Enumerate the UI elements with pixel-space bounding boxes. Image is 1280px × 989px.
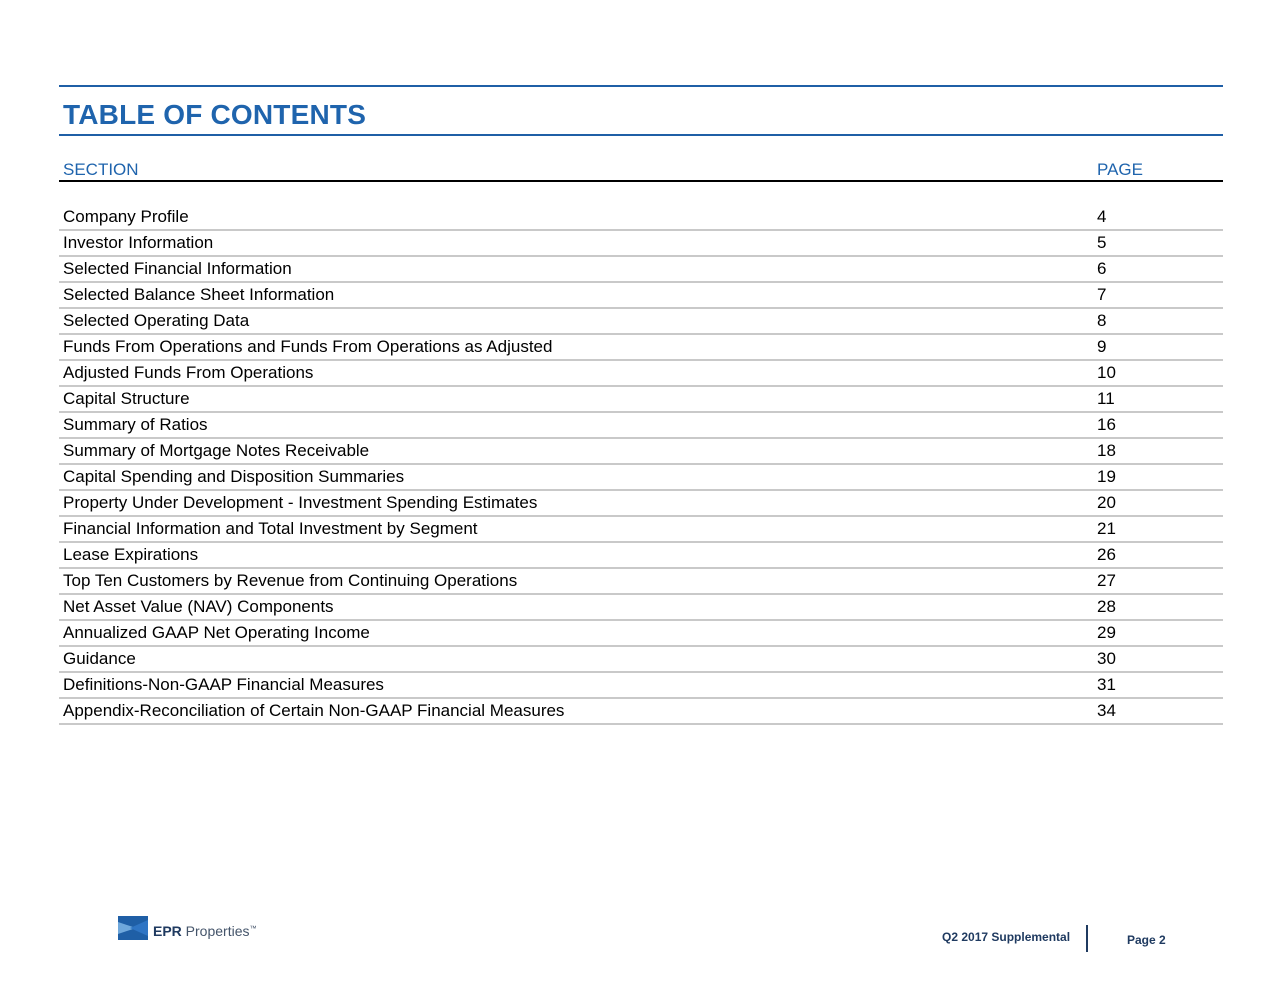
logo-trademark: ™ [249, 925, 257, 933]
toc-row-label: Appendix-Reconciliation of Certain Non-GAAP Financial Measures [63, 701, 565, 720]
toc-row-page: 16 [1097, 415, 1116, 434]
toc-row-page: 21 [1097, 519, 1116, 538]
toc-row-page: 11 [1097, 389, 1115, 408]
toc-row [59, 491, 1223, 517]
toc-row-page: 5 [1097, 233, 1107, 252]
toc-row-label: Top Ten Customers by Revenue from Continuing Operations [63, 571, 518, 590]
toc-row-label: Funds From Operations and Funds From Operations as Adjusted [63, 337, 553, 356]
toc-row [59, 413, 1223, 439]
toc-row [59, 231, 1223, 257]
toc-row [59, 465, 1223, 491]
title-rule [59, 134, 1223, 136]
toc-row [59, 283, 1223, 309]
toc-row-label: Definitions-Non-GAAP Financial Measures [63, 675, 384, 694]
toc-row-label: Company Profile [63, 207, 189, 226]
toc-row-page: 29 [1097, 623, 1116, 642]
toc-row-label: Selected Financial Information [63, 259, 292, 278]
toc-row [59, 361, 1223, 387]
toc-row-page: 27 [1097, 571, 1116, 590]
toc-row-page: 18 [1097, 441, 1116, 460]
toc-row-page: 19 [1097, 467, 1116, 486]
toc-row-page: 34 [1097, 701, 1116, 720]
page-column-header: PAGE [1097, 160, 1143, 179]
toc-row [59, 387, 1223, 413]
toc-row [59, 569, 1223, 595]
toc-row-label: Summary of Ratios [63, 415, 208, 434]
toc-row-label: Summary of Mortgage Notes Receivable [63, 441, 370, 460]
toc-row-label: Annualized GAAP Net Operating Income [63, 623, 370, 642]
footer-page-number: Page 2 [1127, 933, 1166, 947]
toc-row [59, 335, 1223, 361]
toc-row-label: Capital Spending and Disposition Summaries [63, 467, 405, 486]
toc-row [59, 439, 1223, 465]
toc-row-page: 28 [1097, 597, 1116, 616]
toc-row [59, 309, 1223, 335]
toc-row-page: 31 [1097, 675, 1116, 694]
toc-row [59, 205, 1223, 231]
toc-row-page: 10 [1097, 363, 1116, 382]
toc-row-page: 7 [1097, 285, 1107, 304]
toc-row-label: Net Asset Value (NAV) Components [63, 597, 334, 616]
toc-row [59, 621, 1223, 647]
toc-row-label: Adjusted Funds From Operations [63, 363, 314, 382]
toc-row [59, 699, 1223, 725]
epr-logo [118, 916, 257, 940]
toc-row-page: 4 [1097, 207, 1107, 226]
page-title: TABLE OF CONTENTS [63, 99, 367, 130]
toc-row [59, 543, 1223, 569]
toc-row [59, 257, 1223, 283]
logo-wordmark [153, 923, 257, 939]
logo-wordmark-bold: EPR [153, 923, 182, 939]
toc-row-label: Guidance [63, 649, 136, 668]
footer-label: Q2 2017 Supplemental [942, 930, 1071, 944]
toc-row-page: 6 [1097, 259, 1107, 278]
toc-row-page: 9 [1097, 337, 1107, 356]
toc-row [59, 595, 1223, 621]
epr-logo-mark-icon [118, 916, 148, 940]
toc-row [59, 647, 1223, 673]
toc-row [59, 673, 1223, 699]
toc-row-label: Capital Structure [63, 389, 190, 408]
toc-row-page: 30 [1097, 649, 1116, 668]
toc-row-page: 26 [1097, 545, 1116, 564]
toc-list [59, 205, 1223, 725]
toc-row-label: Selected Operating Data [63, 311, 250, 330]
toc-row-label: Selected Balance Sheet Information [63, 285, 335, 304]
logo-wordmark-rest: Properties [181, 923, 250, 939]
toc-row-label: Investor Information [63, 233, 214, 252]
top-rule [59, 85, 1223, 87]
toc-row-label: Property Under Development - Investment Spending Estimates [63, 493, 538, 512]
section-column-header: SECTION [63, 160, 139, 179]
toc-row-label: Financial Information and Total Investment by Segment [63, 519, 478, 538]
footer-divider [1086, 925, 1088, 952]
toc-row-label: Lease Expirations [63, 545, 199, 564]
toc-row-page: 20 [1097, 493, 1116, 512]
toc-row-page: 8 [1097, 311, 1107, 330]
header-rule [59, 180, 1223, 182]
toc-row [59, 517, 1223, 543]
